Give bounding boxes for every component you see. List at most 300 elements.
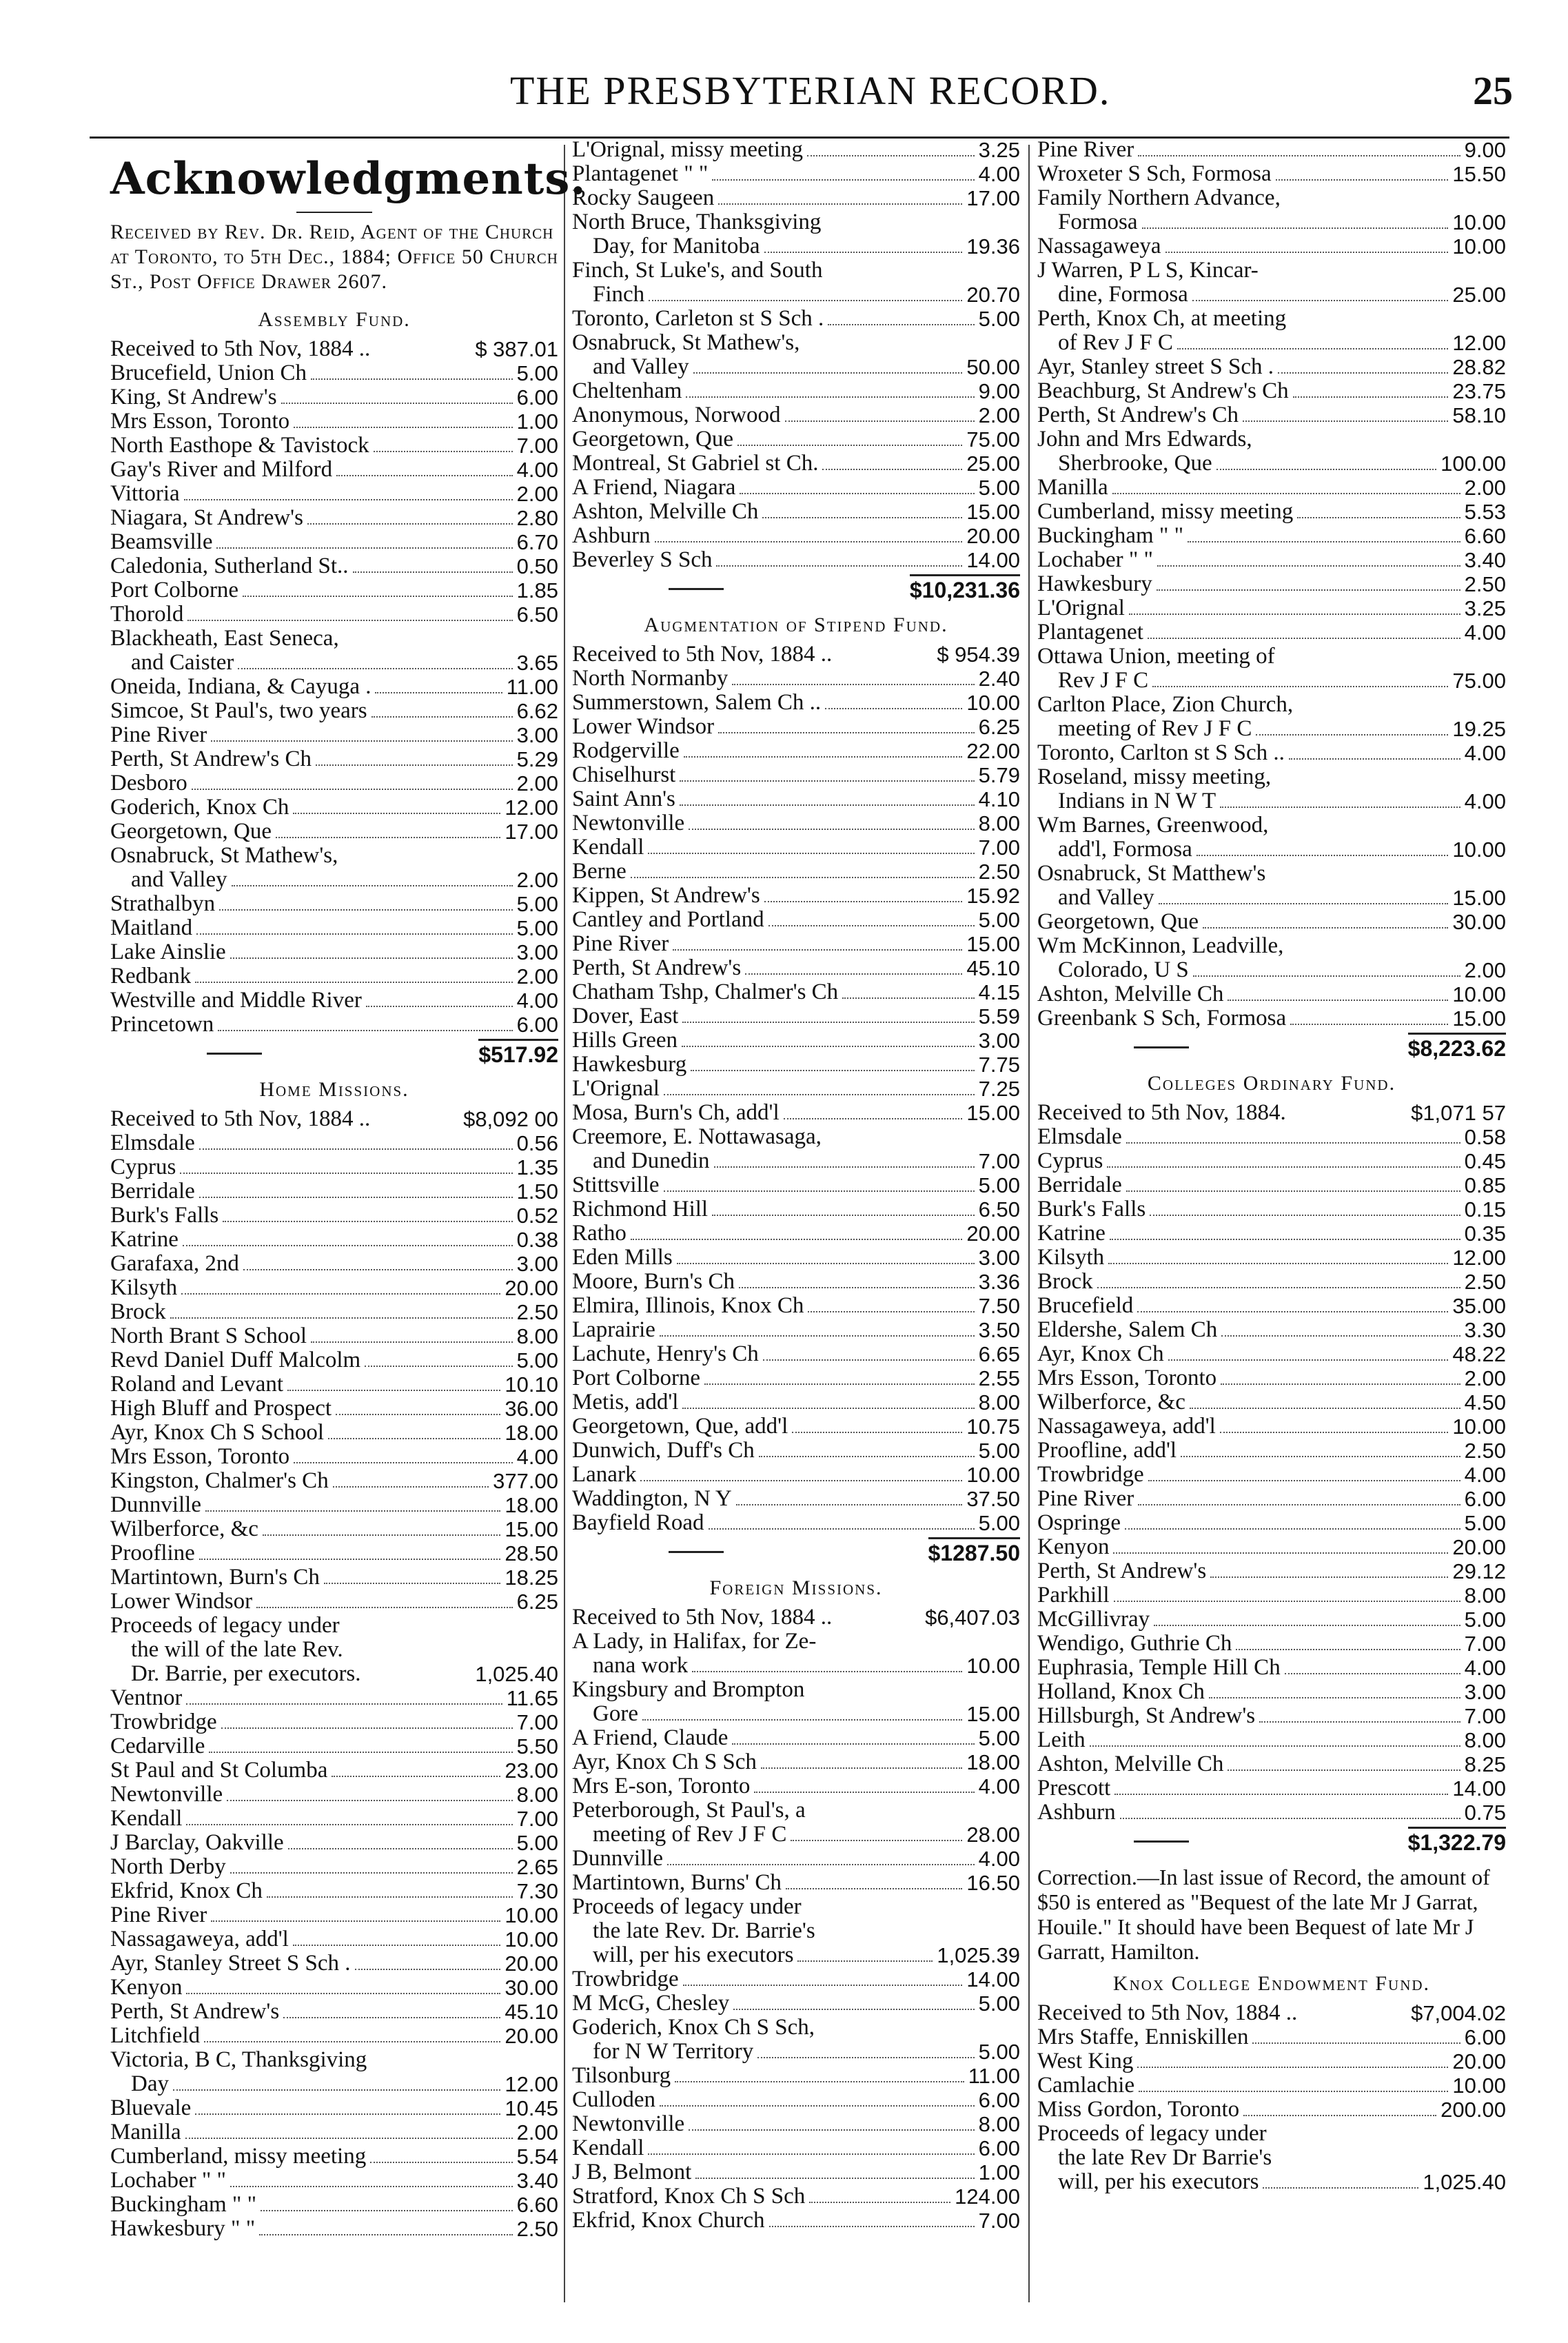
dot-leader [673,949,962,951]
dot-leader [259,2234,512,2235]
column-1 [110,138,587,2241]
entry-name: and Valley [593,355,689,379]
entry-name: Proofline, add'l [1037,1439,1177,1463]
dot-leader [204,2041,500,2042]
ledger-line [1037,1342,1506,1366]
dot-leader [324,1583,501,1584]
entry-name: Toronto, Carlton st S Sch .. [1037,741,1285,765]
ledger-line [110,2024,558,2048]
ledger-line [572,234,1020,258]
dot-leader [1256,734,1448,736]
entry-amount: 3.50 [978,1318,1020,1342]
entry-name: Received to 5th Nov, 1884 .. [110,1107,371,1131]
ledger-line [110,1131,558,1155]
ledger-line [110,651,558,675]
ledger-line [110,530,558,554]
entry-amount: 2.00 [516,482,558,506]
ledger-line [1037,1583,1506,1607]
entry-name: Hawkesbury " " [110,2217,256,2241]
received-note: Received by Rev. Dr. Reid, Agent of the Church at Toronto, to 5th Dec., 1884; Office 50 Church St., Post Office Drawer 2607. [110,221,558,293]
ledger-line [572,2160,1020,2184]
dot-leader [1110,1239,1460,1240]
entry-amount: 8.00 [1464,1728,1506,1752]
entry-amount: 18.25 [505,1565,558,1590]
dot-leader [332,1776,500,1777]
entry-name: West King [1037,2049,1134,2073]
ledger-line [572,1967,1020,1991]
entry-amount: 5.00 [978,2040,1020,2064]
entry-name: Kilsyth [110,1276,178,1300]
ledger-line [572,1125,1020,1149]
entry-amount: 15.50 [1452,162,1506,186]
ledger-line [110,1903,558,1927]
dot-leader [759,1456,975,1457]
entry-name: Burk's Falls [110,1204,219,1228]
entry-name: J B, Belmont [572,2160,692,2184]
ledger-line [110,1686,558,1710]
entry-amount: 10.00 [966,1654,1020,1678]
entry-amount: 5.54 [516,2144,558,2169]
entry-name: Nassagaweya, add'l [1037,1414,1216,1439]
entry-amount: 20.70 [966,283,1020,307]
entry-amount: 4.00 [978,162,1020,186]
ledger-line [1037,1511,1506,1535]
dot-leader [677,1263,975,1264]
ledger-line [572,1871,1020,1895]
dot-leader [1090,1745,1460,1747]
entry-name: Kendall [110,1807,183,1831]
ledger-line [572,1895,1020,1919]
entry-amount: 14.00 [1452,1776,1506,1801]
ledger-line [1037,500,1506,524]
dot-leader [267,1896,513,1898]
entry-name: Pine River [1037,138,1134,162]
dot-leader [648,2153,974,2155]
entry-name: Hawkesburg [572,1053,687,1077]
entry-name: North Brant S School [110,1324,307,1348]
ledger-line [572,1702,1020,1726]
dot-leader [1137,1311,1448,1312]
dot-leader [1126,1142,1460,1144]
entry-amount: 100.00 [1440,452,1506,476]
entry-name: Elmira, Illinois, Knox Ch [572,1294,804,1318]
ledger-line [1037,813,1506,838]
entry-amount: 2.00 [1464,1366,1506,1390]
ledger-line [110,1638,558,1662]
dot-leader [223,1221,512,1222]
dot-leader [664,1190,975,1192]
ledger-line [572,307,1020,331]
entry-amount: 3.25 [1464,596,1506,620]
entry-amount: 16.50 [966,1871,1020,1895]
ledger-line [1037,2170,1506,2194]
total-dash [1134,1046,1189,1048]
entry-name: Beachburg, St Andrew's Ch [1037,379,1289,403]
entry-amount: 1,025.39 [937,1943,1020,1967]
entry-amount: 0.38 [516,1228,558,1252]
ledger-line [1037,645,1506,669]
entry-name: Ashton, Melville Ch [1037,1752,1224,1776]
entry-name: Perth, Knox Ch, at meeting [1037,307,1287,331]
entry-amount: 15.00 [1452,886,1506,910]
dot-leader [263,1534,501,1536]
entry-name: Proceeds of legacy under [1037,2122,1267,2146]
entry-amount: 124.00 [955,2184,1020,2209]
entry-name: Bluevale [110,2096,192,2120]
entry-amount: 7.00 [516,434,558,458]
entry-amount: 25.00 [966,452,1020,476]
dot-leader [283,2017,500,2018]
ledger-line [1037,1294,1506,1318]
dot-leader [808,1311,974,1312]
entry-amount: 6.00 [978,2136,1020,2160]
dot-leader [375,692,502,693]
ledger-line [1037,1487,1506,1511]
entry-name: Niagara, St Andrew's [110,506,303,530]
ledger-line [572,2064,1020,2088]
acknowledgments-title: Acknowledgments. [110,153,587,205]
dot-leader [370,2162,512,2163]
ledger-line [1037,1270,1506,1294]
ledger-line [110,916,558,940]
entry-amount: 6.00 [1464,2025,1506,2049]
entry-amount: 35.00 [1452,1294,1506,1318]
entry-name: Creemore, E. Nottawasaga, [572,1125,822,1149]
ledger-line [1037,379,1506,403]
entry-amount: 3.00 [978,1246,1020,1270]
entry-amount: 15.00 [966,1702,1020,1726]
entry-amount: 8.00 [1464,1583,1506,1607]
entry-name: Ekfrid, Knox Ch [110,1879,263,1903]
entry-name: North Easthope & Tavistock [110,434,369,458]
ledger-line [110,627,558,651]
entry-name: King, St Andrew's [110,385,277,409]
dot-leader [181,1293,500,1295]
ledger-line [110,892,558,916]
entry-amount: 3.00 [1464,1680,1506,1704]
dot-leader [366,1006,513,1007]
section-heading: Home Missions. [259,1078,409,1101]
entry-amount: 3.00 [516,940,558,964]
dot-leader [1190,1408,1460,1409]
dot-leader [183,1245,513,1246]
ledger-line [1037,862,1506,886]
entry-amount: 14.00 [966,1967,1020,1991]
entry-name: Trowbridge [572,1967,679,1991]
entry-amount: 3.00 [978,1028,1020,1053]
entry-amount: 20.00 [966,524,1020,548]
entry-name: Strathalbyn [110,892,216,916]
entry-name: Ayr, Knox Ch S Sch [572,1750,757,1774]
entry-amount: 48.22 [1452,1342,1506,1366]
entry-name: Revd Daniel Duff Malcolm [110,1348,361,1372]
dot-leader [762,517,962,518]
dot-leader [293,813,500,814]
ledger-line [1037,1197,1506,1221]
entry-amount: 10.00 [1452,210,1506,234]
dot-leader [763,1359,975,1361]
dot-leader [1159,903,1449,904]
entry-name: Cyprus [110,1155,176,1179]
dot-leader [311,1341,513,1343]
dot-leader [732,1743,974,1745]
dot-leader [631,877,975,878]
entry-name: Mosa, Burn's Ch, add'l [572,1101,780,1125]
ledger-line [572,1028,1020,1053]
entry-name: Perth, St Andrew's [110,2000,280,2024]
ledger-line [110,2000,558,2024]
ledger-line [110,1951,558,1976]
ledger-line [572,1726,1020,1750]
entry-amount: 18.00 [505,1493,558,1517]
entry-amount: 37.50 [966,1487,1020,1511]
dot-leader [187,620,512,621]
dot-leader [186,1824,512,1825]
entry-name: Ayr, Stanley street S Sch . [1037,355,1274,379]
dot-leader [648,853,974,854]
entry-amount: 5.00 [516,916,558,940]
entry-name: Newtonville [572,2112,685,2136]
entry-name: Lanark [572,1463,637,1487]
dot-leader [1243,2115,1436,2116]
entry-amount: 4.00 [1464,1463,1506,1487]
entry-amount: 2.00 [1464,958,1506,982]
total-value: $10,231.36 [910,574,1020,603]
entry-name: will, per his executors [593,1943,794,1967]
dot-leader [1188,541,1460,542]
entry-name: Port Colborne [572,1366,701,1390]
ledger-line [572,1294,1020,1318]
dot-leader [230,2186,513,2187]
entry-amount: 7.75 [978,1053,1020,1077]
entry-amount: $7,004.02 [1411,2001,1506,2025]
ledger-line [110,1469,558,1493]
ledger-line [572,1173,1020,1197]
entry-name: Lower Windsor [110,1590,253,1614]
ledger-line [1037,910,1506,934]
ledger-line [572,379,1020,403]
ledger-line [572,739,1020,763]
entry-name: L'Orignal, missy meeting [572,138,803,162]
entry-amount: 5.00 [978,307,1020,331]
entry-name: Caledonia, Sutherland St.. [110,554,349,578]
entry-name: Princetown [110,1013,214,1037]
entry-name: Kendall [572,835,644,860]
dot-leader [825,708,962,709]
ledger-line [572,186,1020,210]
dot-leader [764,252,963,253]
ledger-line [572,1511,1020,1535]
dot-leader [261,2210,513,2211]
entry-amount: 6.00 [516,385,558,409]
entry-name: Richmond Hill [572,1197,709,1221]
entry-amount: 2.55 [978,1366,1020,1390]
ledger-line [572,403,1020,427]
entry-amount: 6.50 [516,602,558,627]
entry-name: Cyprus [1037,1149,1103,1173]
entry-name: Blackheath, East Seneca, [110,627,339,651]
entry-amount: 5.59 [978,1004,1020,1028]
entry-name: Tilsonburg [572,2064,671,2088]
entry-name: Ashton, Melville Ch [1037,982,1224,1006]
dot-leader [287,1390,500,1391]
ledger-line [572,258,1020,283]
ledger-line [572,355,1020,379]
entry-amount: 5.00 [978,1991,1020,2016]
ledger-line [1037,1366,1506,1390]
entry-amount: 20.00 [505,1276,558,1300]
total-dash [1134,1840,1189,1843]
dot-leader [680,804,975,806]
entry-amount: 12.00 [1452,1246,1506,1270]
entry-amount: 28.50 [505,1541,558,1565]
entry-name: Oneida, Indiana, & Cayuga . [110,675,371,699]
dot-leader [822,469,962,470]
column-divider-2 [1028,145,1030,2302]
ledger-line [110,1204,558,1228]
entry-amount: 2.80 [516,506,558,530]
dot-leader [692,1671,962,1672]
dot-leader [791,1840,962,1841]
ledger-line [572,1487,1020,1511]
entry-name: nana work [593,1654,689,1678]
ledger-line [572,980,1020,1004]
entry-amount: 1.00 [978,2160,1020,2184]
entry-amount: 8.00 [978,1390,1020,1414]
ledger-line [1037,1632,1506,1656]
dot-leader [243,1269,513,1270]
entry-name: Wilberforce, &c [110,1517,258,1541]
dot-leader [1112,493,1460,494]
section-total [1037,1825,1506,1858]
entry-amount: 36.00 [505,1397,558,1421]
ledger-line [1037,572,1506,596]
entry-name: Plantagenet " " [572,162,709,186]
entry-name: Newtonville [110,1783,223,1807]
entry-name: Ashburn [1037,1801,1116,1825]
entry-name: Cantley and Portland [572,908,764,932]
entry-amount: 10.00 [505,1927,558,1951]
dot-leader [1129,613,1460,615]
entry-amount: 6.25 [978,715,1020,739]
ledger-line [1037,1656,1506,1680]
entry-name: St Paul and St Columba [110,1758,328,1783]
dot-leader [185,2138,513,2139]
ledger-line [1037,1535,1506,1559]
entry-name: Kilsyth [1037,1246,1105,1270]
ledger-line [572,210,1020,234]
entry-name: Ekfrid, Knox Church [572,2209,765,2233]
dot-leader [1150,1215,1460,1216]
entry-amount: 15.00 [966,1101,1020,1125]
entry-name: Lochaber " " [110,2169,227,2193]
entry-name: Formosa [1058,210,1138,234]
ledger-line [1037,1801,1506,1825]
entry-name: J Barclay, Oakville [110,1831,284,1855]
entry-name: for N W Territory [593,2040,754,2064]
dot-leader [211,1920,500,1922]
entry-amount: 22.00 [966,739,1020,763]
entry-amount: 7.50 [978,1294,1020,1318]
dot-leader [293,1945,501,1946]
entry-amount: 10.00 [1452,234,1506,258]
dot-leader [219,909,513,911]
entry-amount: 0.75 [1464,1801,1506,1825]
entry-name: Maitland [110,916,193,940]
dot-leader [809,2202,950,2203]
entry-amount: 5.29 [516,747,558,771]
dot-leader [675,2081,964,2082]
entry-amount: 3.30 [1464,1318,1506,1342]
ledger-line [572,667,1020,691]
ledger-line [572,1630,1020,1654]
ledger-line [1037,1463,1506,1487]
entry-amount: 15.00 [505,1517,558,1541]
dot-leader [1152,686,1448,687]
entry-amount: 20.00 [1452,2049,1506,2073]
entry-name: Mrs Esson, Toronto [110,1445,290,1469]
entry-amount: 15.00 [1452,1006,1506,1031]
entry-name: John and Mrs Edwards, [1037,427,1252,452]
ledger-line [1037,2049,1506,2073]
ledger-line [110,771,558,795]
entry-amount: 0.35 [1464,1221,1506,1246]
ledger-line [1037,2146,1506,2170]
dot-leader [1114,1601,1460,1602]
ledger-line [572,524,1020,548]
entry-name: M McG, Chesley [572,1991,730,2016]
entry-name: Ayr, Stanley Street S Sch . [110,1951,351,1976]
entry-name: Victoria, B C, Thanksgiving [110,2048,367,2072]
ledger-line [110,385,558,409]
entry-amount: 14.00 [966,548,1020,572]
entry-name: Elmsdale [110,1131,195,1155]
entry-amount: 20.00 [1452,1535,1506,1559]
entry-amount: 0.58 [1464,1125,1506,1149]
entry-name: Mrs E-son, Toronto [572,1774,751,1798]
entry-amount: 5.00 [516,361,558,385]
entry-name: Cumberland, missy meeting [1037,500,1294,524]
ledger-line [572,1750,1020,1774]
entry-amount: 10.75 [966,1414,1020,1439]
ledger-line [572,1654,1020,1678]
entry-name: Ayr, Knox Ch [1037,1342,1164,1366]
dot-leader [336,1414,500,1415]
ledger-line [572,1004,1020,1028]
ledger-line [572,908,1020,932]
entry-name: Dunwich, Duff's Ch [572,1439,755,1463]
ledger-line [110,554,558,578]
entry-amount: $ 954.39 [937,642,1020,667]
entry-amount: 29.12 [1452,1559,1506,1583]
dot-leader [1120,1818,1460,1819]
dot-leader [769,2226,975,2227]
entry-amount: 19.25 [1452,717,1506,741]
column-1-sections [110,307,558,2241]
ledger-line [572,1943,1020,1967]
entry-name: Brucefield, Union Ch [110,361,307,385]
entry-name: High Bluff and Prospect [110,1397,332,1421]
entry-amount: 0.85 [1464,1173,1506,1197]
dot-leader [1236,1649,1460,1650]
entry-name: Mrs Staffe, Enniskillen [1037,2025,1249,2049]
entry-name: Chatham Tshp, Chalmer's Ch [572,980,839,1004]
dot-leader [784,1118,963,1119]
section-heading: Knox College Endowment Fund. [1112,1972,1431,1995]
entry-amount: 28.00 [966,1823,1020,1847]
section-heading: Colleges Ordinary Fund. [1147,1072,1396,1095]
ledger-line [572,787,1020,811]
